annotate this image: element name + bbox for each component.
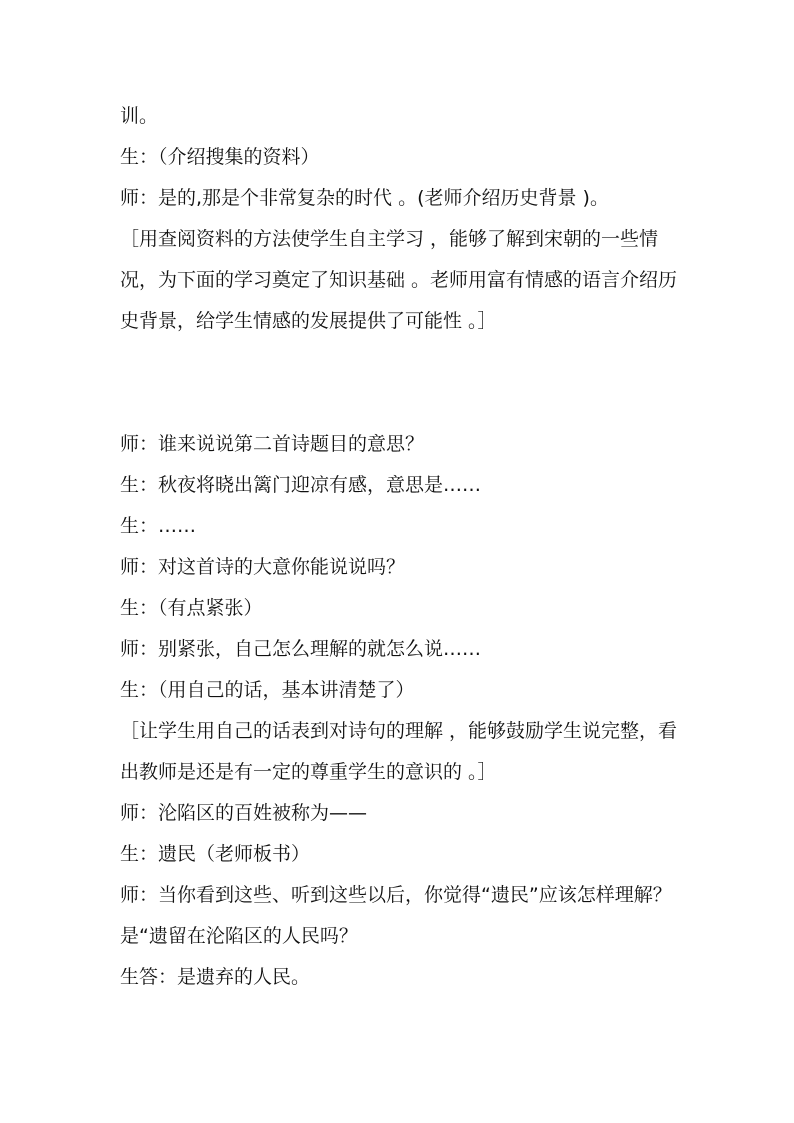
paragraph: 师：当你看到这些、听到这些以后，你觉得“遗民”应该怎样理解？是“遗留在沦陷区的人民吗？ <box>120 884 672 947</box>
commentary-paragraph: ［用查阅资料的方法使学生自主学习 ，能够了解到宋朝的一些情况，为下面的学习奠定了知识基础 。老师用富有情感的语言介绍历史背景，给学生情感的发展提供了可能性 。］ <box>120 228 678 332</box>
paragraph: 师：是的,那是个非常复杂的时代 。(老师介绍历史背景 )。 <box>120 187 609 209</box>
paragraph: 训。 <box>120 105 159 127</box>
document-body <box>120 96 680 998</box>
commentary-paragraph: ［让学生用自己的话表到对诗句的理解 ，能够鼓励学生说完整，看出教师是还是有一定的尊重学生的意识的 。］ <box>120 720 678 783</box>
paragraph: 生：…… <box>120 515 197 537</box>
paragraph: 师：对这首诗的大意你能说说吗？ <box>120 556 406 578</box>
paragraph: 师：别紧张，自己怎么理解的就怎么说…… <box>120 638 482 660</box>
paragraph: 生：秋夜将晓出篱门迎凉有感，意思是…… <box>120 474 482 496</box>
paragraph: 生：（用自己的话，基本讲清楚了） <box>120 679 415 701</box>
blank-space <box>120 342 680 424</box>
paragraph: 师：沦陷区的百姓被称为—— <box>120 802 368 824</box>
paragraph: 师：谁来说说第二首诗题目的意思？ <box>120 433 425 455</box>
paragraph: 生：（介绍搜集的资料） <box>120 146 320 168</box>
paragraph: 生：遗民（老师板书） <box>120 843 311 865</box>
paragraph: 生：（有点紧张） <box>120 597 263 619</box>
paragraph: 生答：是遗弃的人民。 <box>120 966 311 988</box>
